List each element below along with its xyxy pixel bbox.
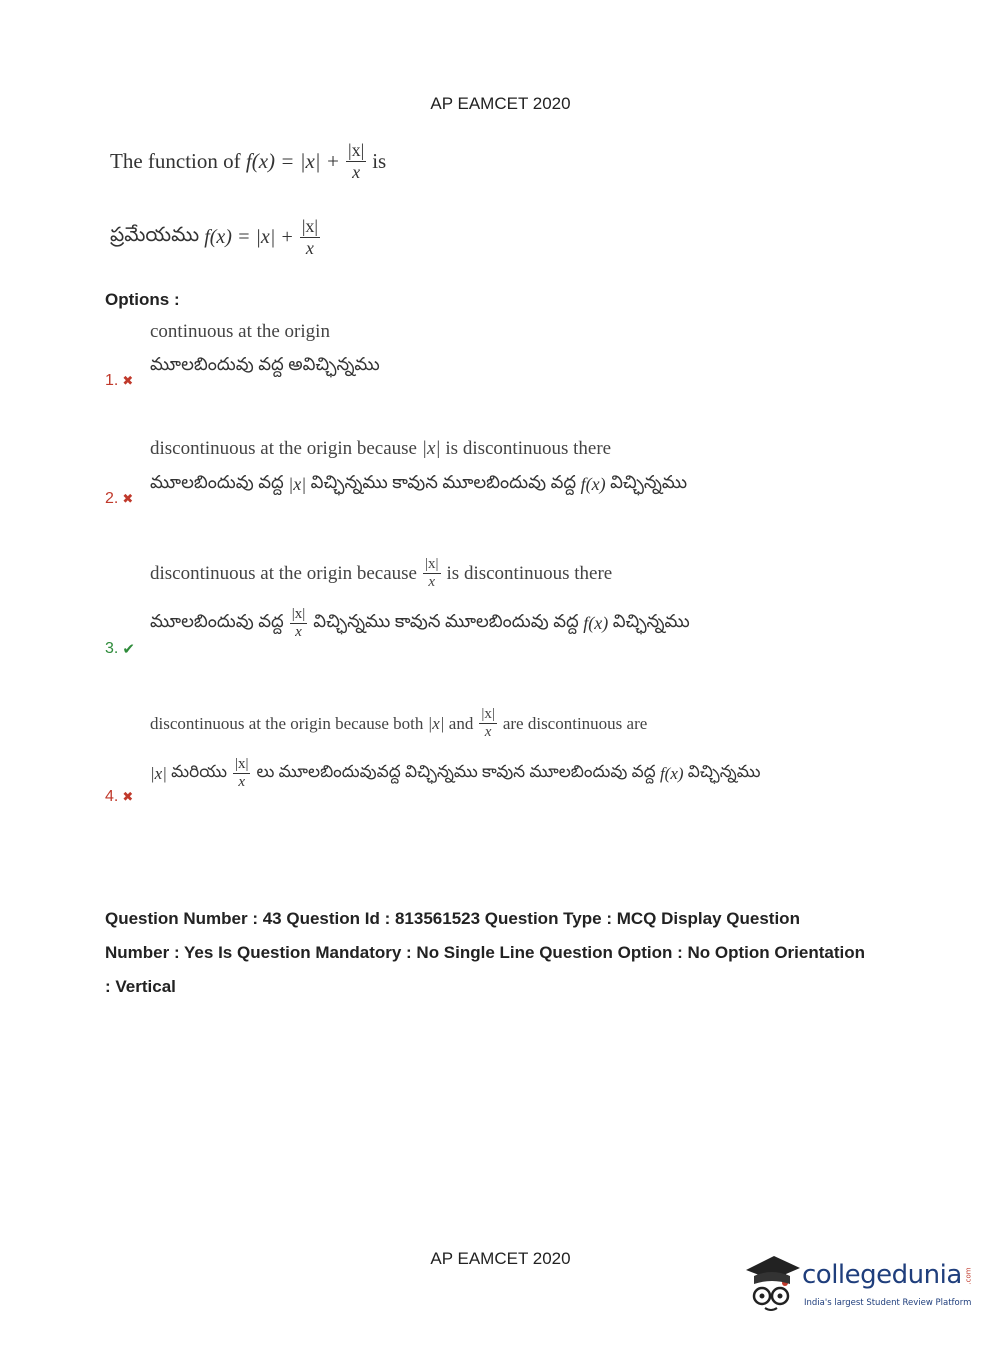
- logo-tagline: India's largest Student Review Platform: [804, 1298, 972, 1308]
- option-3-fraction: [423, 556, 441, 592]
- option-3-number: 3.: [105, 640, 119, 657]
- option-4-number: 4.: [105, 788, 119, 805]
- option-2-en-c: is discontinuous there: [445, 438, 612, 459]
- fraction-denominator: x: [352, 161, 361, 182]
- fraction-denominator: x: [428, 574, 436, 591]
- option-2-te-c: విచ్ఛిన్నము కావున మూలబిందువు వద్ద: [310, 472, 577, 492]
- option-2-telugu: [150, 472, 687, 497]
- logo-name: collegedunia: [802, 1260, 962, 1290]
- fraction-numerator: |x|: [423, 556, 441, 574]
- option-4-english: [150, 706, 647, 742]
- fraction-denominator: x: [238, 774, 246, 791]
- option-3-telugu: [150, 606, 690, 642]
- option-1-marker[interactable]: [105, 372, 133, 390]
- question-prefix: The function of: [110, 148, 241, 173]
- question-fraction: [346, 140, 366, 182]
- option-4-telugu: [150, 756, 761, 792]
- question-suffix: is: [372, 148, 387, 173]
- check-icon: ✔: [122, 641, 135, 658]
- option-4-fraction: [479, 706, 497, 742]
- option-2-marker[interactable]: [105, 490, 133, 508]
- option-2-te-a: మూలబిందువు వద్ద: [150, 472, 284, 492]
- question-telugu: [110, 216, 326, 258]
- question-english: [110, 140, 386, 182]
- page-footer: AP EAMCET 2020: [430, 1249, 571, 1268]
- option-4-te-b: |x|: [150, 763, 167, 783]
- option-3-en-a: discontinuous at the origin because: [150, 562, 417, 584]
- option-2-te-b: |x|: [288, 474, 307, 494]
- fraction-numerator: |x|: [233, 756, 251, 774]
- options-label: Options :: [105, 290, 180, 309]
- option-2-te-d: f(x): [580, 474, 606, 494]
- question-metadata: Question Number : 43 Question Id : 813561523 Question Type : MCQ Display Question Number : Yes Is Question Mandatory : No Single Line Question Option : No Option Orientation : Vertical: [105, 909, 866, 996]
- option-2-en-a: discontinuous at the origin because: [150, 438, 417, 459]
- option-4-en-a: discontinuous at the origin because both: [150, 713, 424, 733]
- option-2-number: 2.: [105, 490, 119, 507]
- fraction-denominator: x: [484, 724, 492, 741]
- fraction-denominator: x: [295, 624, 302, 641]
- option-3-marker[interactable]: [105, 640, 135, 658]
- option-2-english: [150, 438, 611, 460]
- fraction-numerator: |x|: [347, 140, 365, 160]
- question-te-fraction: [300, 216, 320, 258]
- option-3-te-e: విచ్ఛిన్నము: [612, 611, 690, 632]
- collegedunia-logo[interactable]: [740, 1250, 973, 1320]
- question-te-prefix: ప్రమేయము: [110, 223, 200, 246]
- option-2-te-e: విచ్ఛిన్నము: [610, 472, 688, 492]
- option-4-te-c: లు మూలబిందువువద్ద విచ్ఛిన్నము కావున మూలబిందువు వద్ద: [256, 761, 656, 781]
- question-te-function: f(x) = |x| +: [204, 225, 294, 248]
- option-3-english: [150, 556, 612, 592]
- option-4-marker[interactable]: [105, 788, 133, 806]
- option-3-te-a: మూలబిందువు వద్ద: [150, 611, 284, 632]
- cross-icon: ✖: [122, 789, 134, 804]
- option-1-telugu: మూలబిందువు వద్ద అవిచ్ఛిన్నము: [150, 354, 380, 374]
- option-4-te-d: f(x): [659, 763, 684, 783]
- option-3-te-d: f(x): [583, 613, 609, 634]
- option-4-te-fraction: [233, 756, 251, 792]
- option-1-english: continuous at the origin: [150, 321, 330, 342]
- fraction-numerator: |x|: [301, 216, 319, 236]
- option-1-number: 1.: [105, 372, 119, 389]
- option-4-en-and: and: [448, 713, 474, 733]
- fraction-numerator: |x|: [479, 706, 497, 724]
- fraction-denominator: x: [305, 237, 314, 258]
- option-3-en-c: is discontinuous there: [446, 562, 613, 584]
- option-4-te-a: మరియు: [171, 761, 227, 781]
- logo-com: .com: [964, 1267, 973, 1285]
- page-header: AP EAMCET 2020: [430, 94, 571, 113]
- option-4-te-e: విచ్ఛిన్నము: [687, 761, 761, 781]
- option-4-en-b: |x|: [427, 713, 445, 733]
- option-4-en-c: are discontinuous are: [502, 713, 648, 733]
- question-function: f(x) = |x| +: [245, 148, 340, 173]
- mascot-icon: [740, 1250, 804, 1314]
- option-3-te-c: విచ్ఛిన్నము కావున మూలబిందువు వద్ద: [313, 611, 579, 632]
- option-3-te-fraction: [290, 606, 308, 642]
- fraction-numerator: |x|: [290, 606, 308, 624]
- option-2-en-b: |x|: [421, 438, 441, 459]
- cross-icon: ✖: [122, 491, 134, 506]
- cross-icon: ✖: [122, 373, 134, 388]
